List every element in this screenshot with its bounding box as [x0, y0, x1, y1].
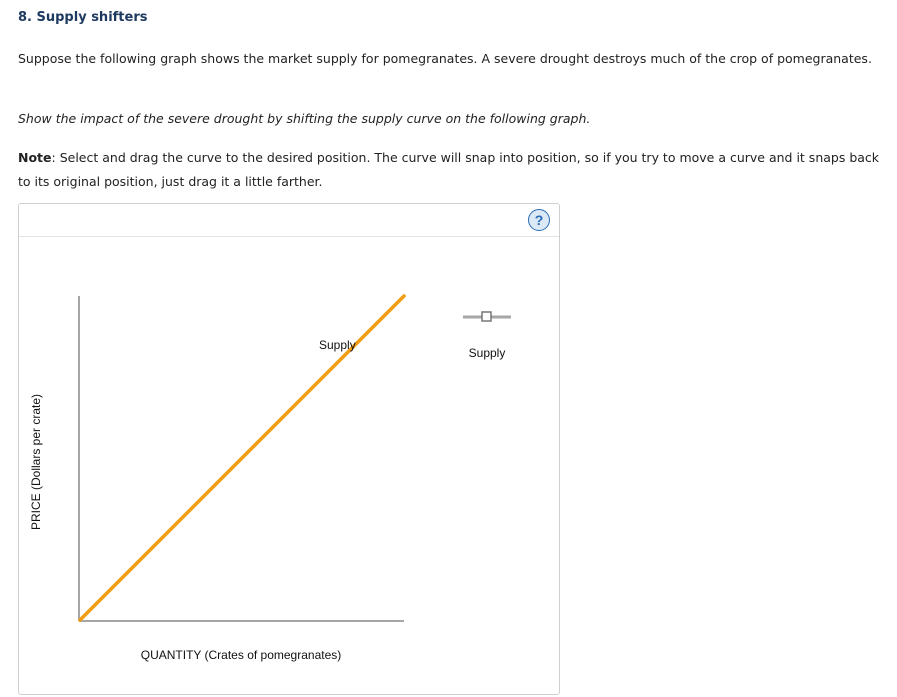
- x-axis-label: QUANTITY (Crates of pomegranates): [140, 648, 342, 662]
- question-note: [18, 146, 890, 194]
- question-title: 8. Supply shifters: [18, 10, 148, 25]
- supply-line-tool-icon: [463, 312, 511, 321]
- question-instruction: Show the impact of the severe drought by shifting the supply curve on the following graph.: [18, 111, 591, 126]
- note-text: : Select and drag the curve to the desired position. The curve will snap into position, so if you try to move a curve and it snaps back to its original position, just drag it a little farther.: [18, 150, 880, 189]
- supply-curve-label: Supply: [319, 338, 356, 352]
- supply-line-tool-label: Supply: [468, 346, 506, 360]
- note-label: Note: [18, 150, 52, 165]
- graph-canvas: [19, 204, 559, 694]
- graph-panel: [18, 203, 560, 695]
- question-prompt: Suppose the following graph shows the market supply for pomegranates. A severe drought destroys much of the crop of pomegranates.: [18, 51, 872, 66]
- question-mark-icon: ?: [534, 212, 544, 228]
- supply-line-tool[interactable]: [463, 312, 511, 360]
- y-axis-label: PRICE (Dollars per crate): [29, 393, 43, 531]
